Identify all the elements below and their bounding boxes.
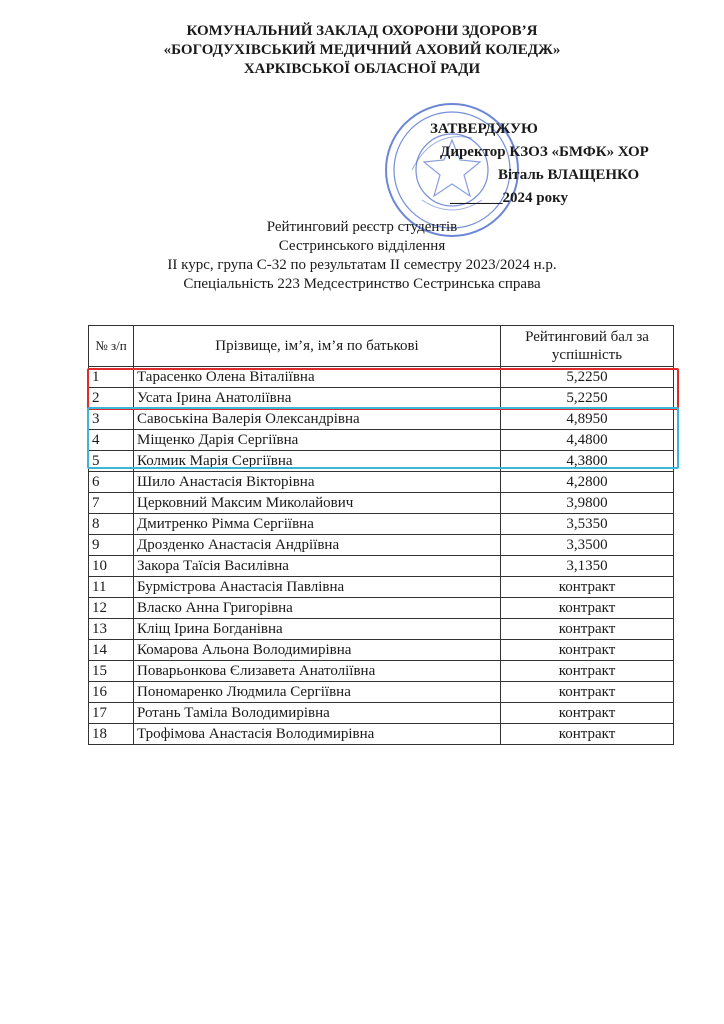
row-score: контракт <box>501 640 674 661</box>
row-score: 5,2250 <box>501 367 674 388</box>
row-num: 6 <box>89 472 134 493</box>
approval-block <box>430 118 649 210</box>
table-row <box>89 367 674 388</box>
approval-signatory: Віталь ВЛАЩЕНКО <box>498 167 640 183</box>
row-name: Власко Анна Григорівна <box>134 598 501 619</box>
table-row <box>89 724 674 745</box>
row-score: контракт <box>501 598 674 619</box>
row-name: Трофімова Анастасія Володимирівна <box>134 724 501 745</box>
row-num: 17 <box>89 703 134 724</box>
row-name: Тарасенко Олена Віталіївна <box>134 367 501 388</box>
document-title <box>0 218 724 294</box>
table-row <box>89 598 674 619</box>
row-score: контракт <box>501 703 674 724</box>
table-row <box>89 451 674 472</box>
row-score: 4,3800 <box>501 451 674 472</box>
table-row <box>89 577 674 598</box>
row-name: Савоськіна Валерія Олександрівна <box>134 409 501 430</box>
row-name: Дрозденко Анастасія Андріївна <box>134 535 501 556</box>
table-row <box>89 409 674 430</box>
row-num: 11 <box>89 577 134 598</box>
header-line-1: КОМУНАЛЬНИЙ ЗАКЛАД ОХОРОНИ ЗДОРОВ’Я <box>186 23 538 39</box>
row-score: 3,9800 <box>501 493 674 514</box>
table-row <box>89 472 674 493</box>
rating-table <box>88 325 674 745</box>
title-line-1: Рейтинговий реєстр студентів <box>266 219 458 235</box>
row-score: 3,3500 <box>501 535 674 556</box>
approval-date <box>430 187 649 210</box>
row-name: Церковний Максим Миколайович <box>134 493 501 514</box>
row-name: Дмитренко Рімма Сергіївна <box>134 514 501 535</box>
table-row <box>89 430 674 451</box>
row-name: Кліщ Ірина Богданівна <box>134 619 501 640</box>
approval-position: Директор КЗОЗ «БМФК» ХОР <box>440 144 649 160</box>
table-row <box>89 493 674 514</box>
row-score: контракт <box>501 661 674 682</box>
table-row <box>89 661 674 682</box>
row-num: 9 <box>89 535 134 556</box>
table-row <box>89 535 674 556</box>
table-row <box>89 703 674 724</box>
institution-header <box>0 22 724 79</box>
row-num: 10 <box>89 556 134 577</box>
title-line-3: II курс, група С-32 по результатам II семестру 2023/2024 н.р. <box>167 257 557 273</box>
row-num: 2 <box>89 388 134 409</box>
header-name: Прізвище, ім’я, ім’я по батькові <box>134 326 501 367</box>
approval-year: 2024 року <box>502 190 569 206</box>
row-name: Поварьонкова Єлизавета Анатоліївна <box>134 661 501 682</box>
approval-date-blank: _______ <box>450 190 503 206</box>
row-num: 7 <box>89 493 134 514</box>
header-score: Рейтинговий бал за успішність <box>501 326 674 367</box>
row-num: 3 <box>89 409 134 430</box>
row-num: 1 <box>89 367 134 388</box>
table-header-row <box>89 326 674 367</box>
row-score: контракт <box>501 577 674 598</box>
table-row <box>89 619 674 640</box>
row-name: Комарова Альона Володимирівна <box>134 640 501 661</box>
row-name: Колмик Марія Сергіївна <box>134 451 501 472</box>
row-name: Пономаренко Людмила Сергіївна <box>134 682 501 703</box>
row-score: 4,8950 <box>501 409 674 430</box>
row-name: Міщенко Дарія Сергіївна <box>134 430 501 451</box>
row-name: Усата Ірина Анатоліївна <box>134 388 501 409</box>
table-row <box>89 388 674 409</box>
row-num: 14 <box>89 640 134 661</box>
row-score: контракт <box>501 682 674 703</box>
header-num: № з/п <box>89 326 134 367</box>
table-row <box>89 514 674 535</box>
row-name: Бурмістрова Анастасія Павлівна <box>134 577 501 598</box>
row-score: 3,1350 <box>501 556 674 577</box>
row-num: 18 <box>89 724 134 745</box>
row-score: контракт <box>501 724 674 745</box>
row-name: Ротань Таміла Володимирівна <box>134 703 501 724</box>
row-score: 4,2800 <box>501 472 674 493</box>
row-score: 5,2250 <box>501 388 674 409</box>
row-score: 4,4800 <box>501 430 674 451</box>
row-num: 4 <box>89 430 134 451</box>
table-row <box>89 640 674 661</box>
approval-heading: ЗАТВЕРДЖУЮ <box>430 121 538 137</box>
header-line-3: ХАРКІВСЬКОЇ ОБЛАСНОЇ РАДИ <box>243 61 481 77</box>
title-line-4: Спеціальність 223 Медсестринство Сестринська справа <box>183 276 541 292</box>
row-num: 15 <box>89 661 134 682</box>
row-score: 3,5350 <box>501 514 674 535</box>
row-num: 8 <box>89 514 134 535</box>
table-row <box>89 556 674 577</box>
row-name: Шило Анастасія Вікторівна <box>134 472 501 493</box>
row-num: 16 <box>89 682 134 703</box>
row-score: контракт <box>501 619 674 640</box>
row-name: Закора Таїсія Василівна <box>134 556 501 577</box>
row-num: 13 <box>89 619 134 640</box>
row-num: 12 <box>89 598 134 619</box>
header-line-2: «БОГОДУХІВСЬКИЙ МЕДИЧНИЙ АХОВИЙ КОЛЕДЖ» <box>163 42 561 58</box>
title-line-2: Сестринського відділення <box>278 238 446 254</box>
row-num: 5 <box>89 451 134 472</box>
table-row <box>89 682 674 703</box>
